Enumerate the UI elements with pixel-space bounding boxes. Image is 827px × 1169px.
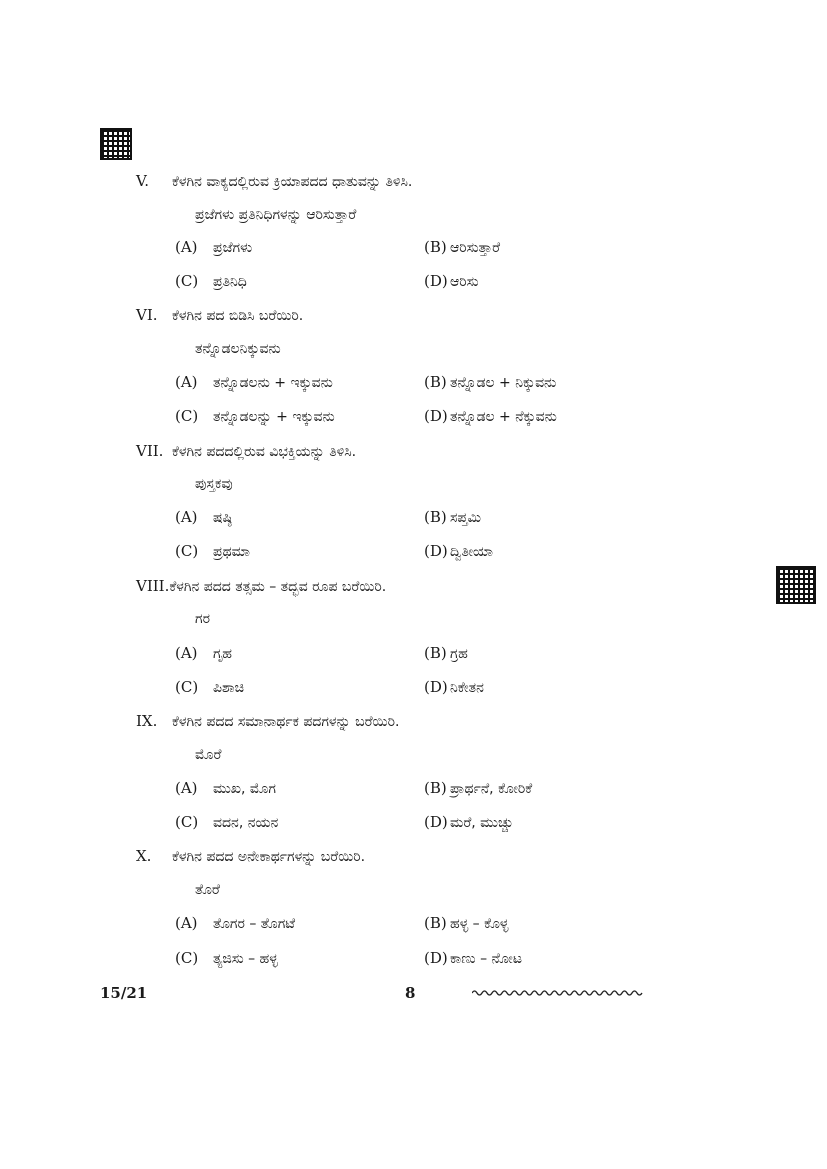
question-number: X. xyxy=(136,847,152,865)
option-text: ಕಾಣು – ನೋಟ xyxy=(450,951,522,967)
question-number: IX. xyxy=(136,712,158,730)
option-letter: (A) xyxy=(175,238,198,256)
option-letter: (B) xyxy=(424,644,447,662)
option-c xyxy=(175,271,247,292)
question-text: ಕೆಳಗಿನ ಪದದ ತತ್ಸಮ – ತದ್ಭವ ರೂಪ ಬರೆಯಿರಿ. xyxy=(169,579,387,595)
option-text: ತನ್ನೊಡಲ + ನೆಕ್ಕುವನು xyxy=(450,409,557,425)
option-text: ಷಷ್ಠಿ xyxy=(213,510,233,526)
option-text: ತೊಗರ – ತೊಗಟೆ xyxy=(213,916,296,932)
option-letter: (D) xyxy=(424,407,448,425)
option-text: ಮುಖ, ಮೊಗ xyxy=(213,781,276,797)
page-code: 15/21 xyxy=(100,984,148,1002)
question-number: VII. xyxy=(136,442,164,460)
question-text: ಕೆಳಗಿನ ಪದದ ಸಮಾನಾರ್ಥಕ ಪದಗಳನ್ನು ಬರೆಯಿರಿ. xyxy=(172,714,400,730)
question-text: ಕೆಳಗಿನ ಪದದಲ್ಲಿರುವ ವಿಭಕ್ತಿಯನ್ನು ತಿಳಿಸಿ. xyxy=(172,444,357,460)
option-b xyxy=(424,507,481,528)
option-text: ಆರಿಸುತ್ತಾರೆ xyxy=(450,240,501,256)
question-number: V. xyxy=(136,172,149,190)
option-letter: (A) xyxy=(175,644,198,662)
page-number: 8 xyxy=(405,984,416,1002)
question-word: ಗರ xyxy=(195,611,210,627)
option-letter: (C) xyxy=(175,678,199,696)
option-letter: (D) xyxy=(424,813,448,831)
option-letter: (D) xyxy=(424,542,448,560)
option-c xyxy=(175,812,278,833)
option-letter: (A) xyxy=(175,508,198,526)
option-text: ಪ್ರಜೆಗಳು xyxy=(213,240,253,256)
option-d xyxy=(424,271,479,292)
option-text: ಪ್ರಥಮಾ xyxy=(213,544,250,560)
option-b xyxy=(424,372,556,393)
question-text: ಕೆಳಗಿನ ಪದ ಬಿಡಿಸಿ ಬರೆಯಿರಿ. xyxy=(172,308,304,324)
option-letter: (A) xyxy=(175,779,198,797)
option-letter: (C) xyxy=(175,542,199,560)
option-letter: (C) xyxy=(175,949,199,967)
question-number: VIII. xyxy=(136,577,170,595)
option-text: ತನ್ನೊಡಲನ್ನು + ಇಕ್ಕುವನು xyxy=(213,409,335,425)
option-text: ಪಿಶಾಚಿ xyxy=(213,680,244,696)
option-a xyxy=(175,237,252,258)
option-b xyxy=(424,778,532,799)
option-text: ನಿಕೇತನ xyxy=(450,680,484,696)
option-a xyxy=(175,913,295,934)
option-text: ಸಪ್ತಮಿ xyxy=(450,510,481,526)
option-text: ತನ್ನೊಡಲನು + ಇಕ್ಕುವನು xyxy=(213,375,333,391)
option-a xyxy=(175,778,276,799)
option-a xyxy=(175,507,232,528)
question-10 xyxy=(136,846,736,867)
option-d xyxy=(424,948,522,969)
option-text: ವದನ, ನಯನ xyxy=(213,815,279,831)
option-text: ಪ್ರಾರ್ಥನೆ, ಕೋರಿಕೆ xyxy=(450,781,533,797)
qr-code-icon xyxy=(100,128,132,160)
option-letter: (C) xyxy=(175,272,199,290)
option-letter: (B) xyxy=(424,779,447,797)
option-b xyxy=(424,643,468,664)
option-letter: (B) xyxy=(424,238,447,256)
option-text: ತನ್ನೊಡಲ + ನಿಕ್ಕುವನು xyxy=(450,375,557,391)
option-c xyxy=(175,948,278,969)
question-text: ಕೆಳಗಿನ ಪದದ ಅನೇಕಾರ್ಥಗಳನ್ನು ಬರೆಯಿರಿ. xyxy=(172,849,366,865)
option-d xyxy=(424,812,513,833)
option-letter: (B) xyxy=(424,508,447,526)
question-5 xyxy=(136,171,736,192)
question-word: ಮೊರೆ xyxy=(195,747,222,763)
question-word: ಪ್ರಜೆಗಳು ಪ್ರತಿನಿಧಿಗಳನ್ನು ಆರಿಸುತ್ತಾರೆ xyxy=(195,207,357,223)
qr-code-side-icon xyxy=(776,566,816,604)
question-text: ಕೆಳಗಿನ ವಾಕ್ಯದಲ್ಲಿರುವ ಕ್ರಿಯಾಪದದ ಧಾತುವನ್ನು ತಿಳಿಸಿ. xyxy=(172,174,413,190)
option-d xyxy=(424,541,493,562)
question-6 xyxy=(136,305,736,326)
option-c xyxy=(175,406,335,427)
question-number: VI. xyxy=(136,306,158,324)
option-a xyxy=(175,372,333,393)
question-word: ಪುಸ್ತಕವು xyxy=(195,476,233,492)
option-text: ಗ್ರಹ xyxy=(450,646,468,662)
option-a xyxy=(175,643,232,664)
option-d xyxy=(424,406,557,427)
question-word: ತನ್ನೊಡಲನಿಕ್ಕುವನು xyxy=(195,341,281,357)
option-text: ದ್ವಿತೀಯಾ xyxy=(450,544,493,560)
question-8 xyxy=(136,576,736,597)
option-letter: (D) xyxy=(424,678,448,696)
wavy-line-icon xyxy=(472,988,644,998)
option-text: ಆರಿಸು xyxy=(450,274,479,290)
option-text: ಮರೆ, ಮುಚ್ಚು xyxy=(450,815,514,831)
question-word: ತೊರೆ xyxy=(195,882,220,898)
question-7 xyxy=(136,441,736,462)
option-letter: (B) xyxy=(424,914,447,932)
option-letter: (A) xyxy=(175,373,198,391)
option-letter: (C) xyxy=(175,407,199,425)
option-letter: (C) xyxy=(175,813,199,831)
option-letter: (A) xyxy=(175,914,198,932)
option-b xyxy=(424,237,500,258)
option-c xyxy=(175,541,250,562)
option-d xyxy=(424,677,484,698)
question-9 xyxy=(136,711,736,732)
option-letter: (D) xyxy=(424,272,448,290)
option-text: ತ್ಯಜಿಸು – ಹಳ್ಳ xyxy=(213,951,278,967)
option-text: ಹಳ್ಳ – ಕೊಳ್ಳ xyxy=(450,916,509,932)
option-text: ಗೃಹ xyxy=(213,646,232,662)
option-b xyxy=(424,913,508,934)
option-c xyxy=(175,677,244,698)
option-text: ಪ್ರತಿನಿಧಿ xyxy=(213,274,247,290)
option-letter: (D) xyxy=(424,949,448,967)
option-letter: (B) xyxy=(424,373,447,391)
